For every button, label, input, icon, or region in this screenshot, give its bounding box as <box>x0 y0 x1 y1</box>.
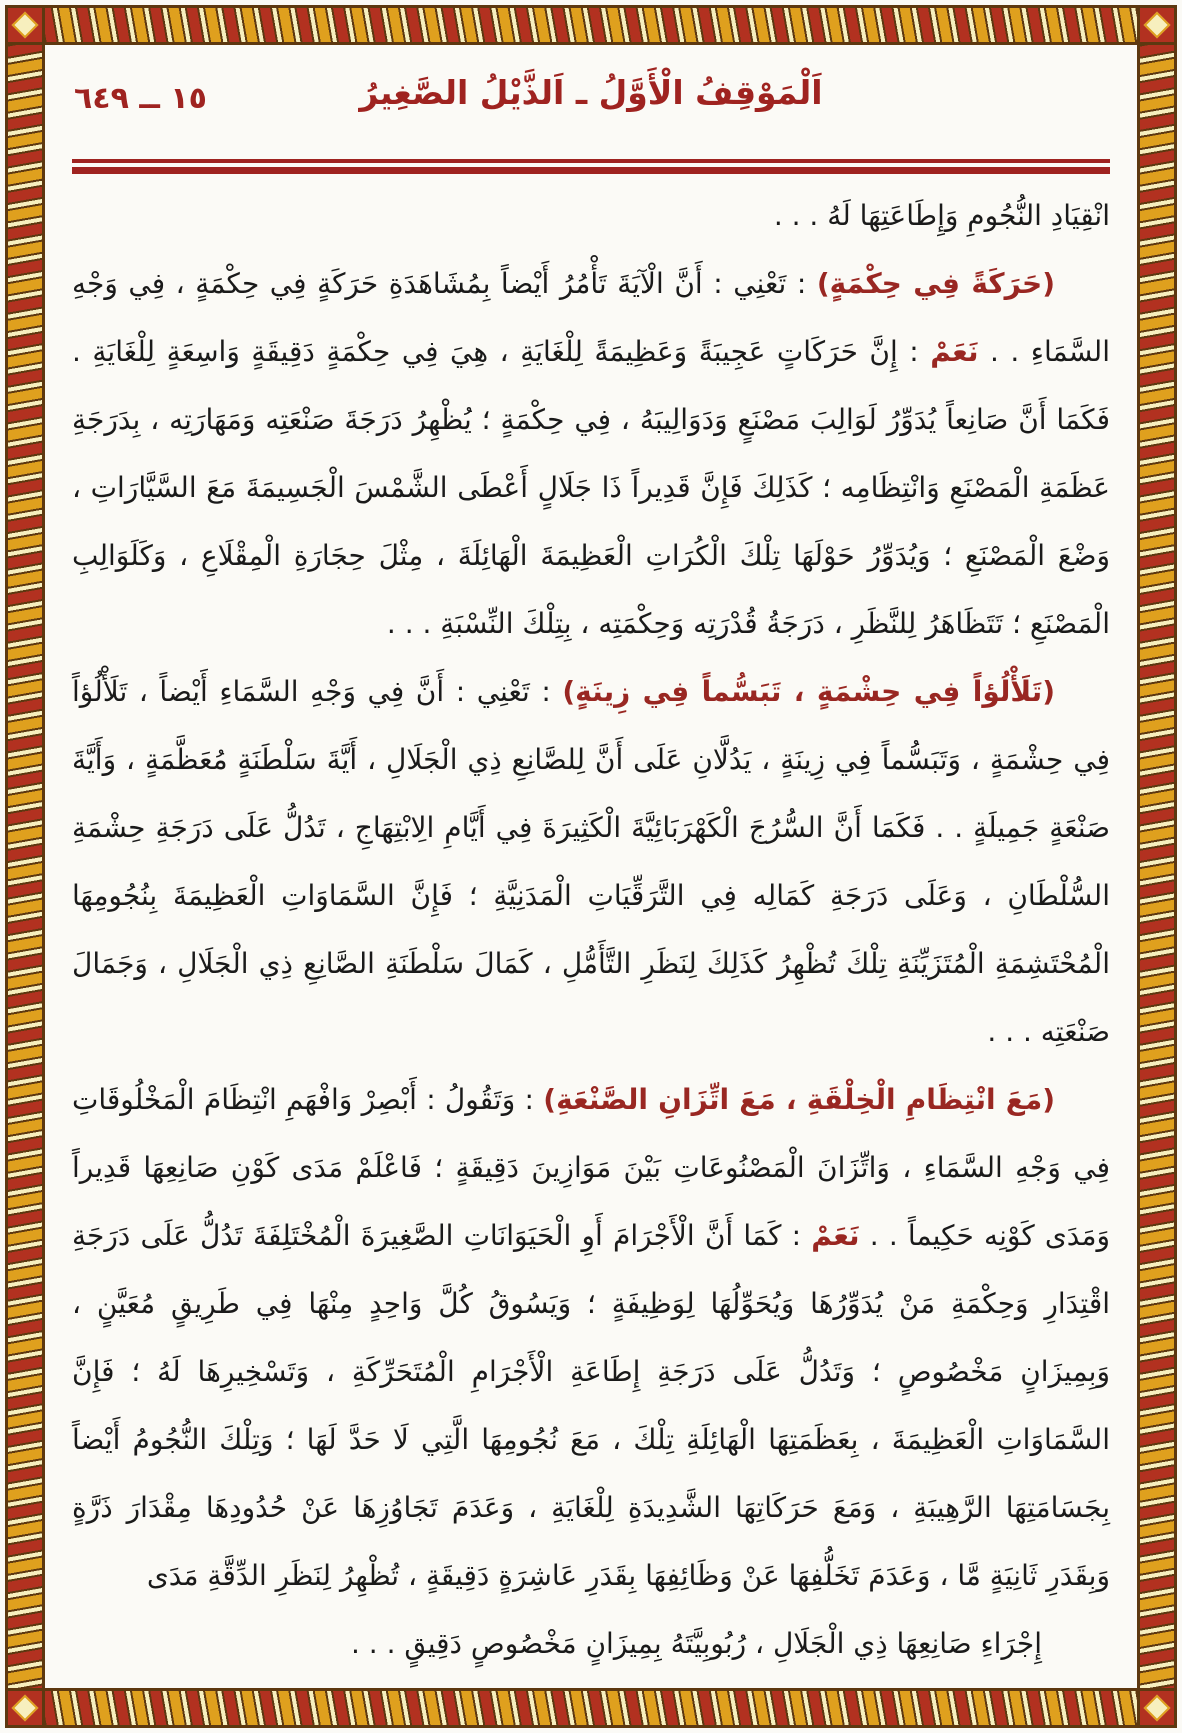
body-text <box>72 182 1110 1678</box>
page-number: ١٥ ــ ٦٤٩ <box>74 81 207 116</box>
highlight-phrase: (تَلَأْلُؤاً فِي حِشْمَةٍ ، تَبَسُّماً فِي زِينَةٍ) <box>562 675 1055 708</box>
page-title: اَلْمَوْقِفُ الْأَوَّلُ ـ اَلذَّيْلُ الصَّغِيرُ <box>359 73 823 112</box>
ornamental-border-left <box>5 5 45 1728</box>
highlight-phrase: نَعَمْ <box>930 335 979 368</box>
highlight-phrase: (مَعَ انْتِظَامِ الْخِلْقَةِ ، مَعَ اتِّزَانِ الصَّنْعَةِ) <box>543 1083 1055 1116</box>
paragraph <box>72 250 1110 658</box>
highlight-phrase: (حَرَكَةً فِي حِكْمَةٍ) <box>816 267 1055 300</box>
paragraph <box>72 1066 1110 1610</box>
text-run: : إِنَّ حَرَكَاتٍ عَجِيبَةً وَعَظِيمَةً لِلْغَايَةِ ، هِيَ فِي حِكْمَةٍ دَقِيقَةٍ وَاسِعَةٍ لِلْغَايَةِ . فَكَمَا أَنَّ صَانِعاً يُدَوِّرُ لَوَالِبَ مَصْنَعٍ وَدَوَالِيبَهُ ، فِي حِكْمَةٍ ؛ يُظْهِرُ دَرَجَةَ صَنْعَتِه وَمَهَارَتِه ، بِدَرَجَةِ عَظَمَةِ الْمَصْنَعِ وَانْتِظَامِه ؛ كَذَلِكَ فَإِنَّ قَدِيراً ذَا جَلَالٍ أَعْطَى الشَّمْسَ الْجَسِيمَةَ مَعَ السَّيَّارَاتِ ، وَضْعَ الْمَصْنَعِ ؛ وَيُدَوِّرُ حَوْلَهَا تِلْكَ الْكُرَاتِ الْعَظِيمَةَ الْهَائِلَةَ ، مِثْلَ حِجَارَةِ الْمِقْلَاعِ ، وَكَلَوَالِبِ الْمَصْنَعِ ؛ تَتَظَاهَرُ لِلنَّظَرِ ، دَرَجَةُ قُدْرَتِه وَحِكْمَتِه ، بِتِلْكَ النِّسْبَةِ . . . <box>72 335 1110 640</box>
paragraph <box>72 658 1110 1066</box>
text-run: إِجْرَاءِ صَانِعِهَا ذِي الْجَلَالِ ، رُبُوبِيَّتَهُ بِمِيزَانٍ مَخْصُوصٍ دَقِيقٍ . . . <box>350 1627 1042 1660</box>
border-corner-ornament <box>5 1688 45 1728</box>
text-run: انْقِيَادِ النُّجُومِ وَإِطَاعَتِهَا لَهُ . . . <box>773 199 1110 232</box>
border-corner-ornament <box>5 5 45 45</box>
ornamental-border-bottom <box>5 1688 1177 1728</box>
highlight-phrase: نَعَمْ <box>811 1219 860 1252</box>
page-content <box>45 45 1137 1688</box>
text-run: : تَعْنِي : أَنَّ فِي وَجْهِ السَّمَاءِ أَيْضاً ، تَلَأْلُؤاً فِي حِشْمَةٍ ، وَتَبَسُّماً فِي زِينَةٍ ، يَدُلَّانِ عَلَى أَنَّ لِلصَّانِعِ ذِي الْجَلَالِ ، أَيَّةَ سَلْطَنَةٍ مُعَظَّمَةٍ ، وَأَيَّةَ صَنْعَةٍ جَمِيلَةٍ . . فَكَمَا أَنَّ السُّرُجَ الْكَهْرَبَائِيَّةَ الْكَثِيرَةَ فِي أَيَّامِ الِابْتِهَاجِ ، تَدُلُّ عَلَى دَرَجَةِ حِشْمَةِ السُّلْطَانِ ، وَعَلَى دَرَجَةِ كَمَالِه فِي التَّرَقِّيَاتِ الْمَدَنِيَّةِ ؛ فَإِنَّ السَّمَاوَاتِ الْعَظِيمَةَ بِنُجُومِهَا الْمُحْتَشِمَةِ الْمُتَزَيِّنَةِ تِلْكَ تُظْهِرُ كَذَلِكَ لِنَظَرِ التَّأَمُّلِ ، كَمَالَ سَلْطَنَةِ الصَّانِعِ ذِي الْجَلَالِ ، وَجَمَالَ صَنْعَتِه . . . <box>72 675 1110 1048</box>
text-run: : كَمَا أَنَّ الْأَجْرَامَ أَوِ الْحَيَوَانَاتِ الصَّغِيرَةَ الْمُخْتَلِفَةَ تَدُلُّ عَلَى دَرَجَةِ اقْتِدَارِ وَحِكْمَةِ مَنْ يُدَوِّرُهَا وَيُحَوِّلُهَا لِوَظِيفَةٍ ؛ وَيَسُوقُ كُلَّ وَاحِدٍ مِنْهَا فِي طَرِيقٍ مُعَيَّنٍ ، وَبِمِيزَانٍ مَخْصُوصٍ ؛ وَتَدُلُّ عَلَى دَرَجَةِ إِطَاعَةِ الْأَجْرَامِ الْمُتَحَرِّكَةِ ، وَتَسْخِيرِهَا لَهُ ؛ فَإِنَّ السَّمَاوَاتِ الْعَظِيمَةَ ، بِعَظَمَتِهَا الْهَائِلَةِ تِلْكَ ، مَعَ نُجُومِهَا الَّتِي لَا حَدَّ لَهَا ؛ وَتِلْكَ النُّجُومُ أَيْضاً بِجَسَامَتِهَا الرَّهِيبَةِ ، وَمَعَ حَرَكَاتِهَا الشَّدِيدَةِ لِلْغَايَةِ ، وَعَدَمَ تَجَاوُزِهَا عَنْ حُدُودِهَا مِقْدَارَ ذَرَّةٍ وَبِقَدَرِ ثَانِيَةٍ مَّا ، وَعَدَمَ تَخَلُّفِهَا عَنْ وَظَائِفِهَا بِقَدَرِ عَاشِرَةٍ دَقِيقَةٍ ، تُظْهِرُ لِنَظَرِ الدِّقَّةِ مَدَى <box>72 1219 1110 1592</box>
closing-line <box>72 1610 1110 1678</box>
ornamental-border-top <box>5 5 1177 45</box>
header-double-rule <box>72 159 1110 174</box>
paragraph <box>72 182 1110 250</box>
border-corner-ornament <box>1137 5 1177 45</box>
ornamental-border-right <box>1137 5 1177 1728</box>
text-run: : وَتَقُولُ : أَبْصِرْ وَافْهَمِ انْتِظَامَ الْمَخْلُوقَاتِ فِي وَجْهِ السَّمَاءِ ، وَاتِّزَانَ الْمَصْنُوعَاتِ بَيْنَ مَوَازِينَ دَقِيقَةٍ ؛ فَاعْلَمْ مَدَى كَوْنِ صَانِعِهَا قَدِيراً وَمَدَى كَوْنِه حَكِيماً . . <box>72 1083 1110 1252</box>
border-corner-ornament <box>1137 1688 1177 1728</box>
text-run: : تَعْنِي : أَنَّ الْآيَةَ تَأْمُرُ أَيْضاً بِمُشَاهَدَةِ حَرَكَةٍ فِي حِكْمَةٍ ، فِي وَجْهِ السَّمَاءِ . . <box>72 267 1110 368</box>
page-header <box>72 45 1110 143</box>
